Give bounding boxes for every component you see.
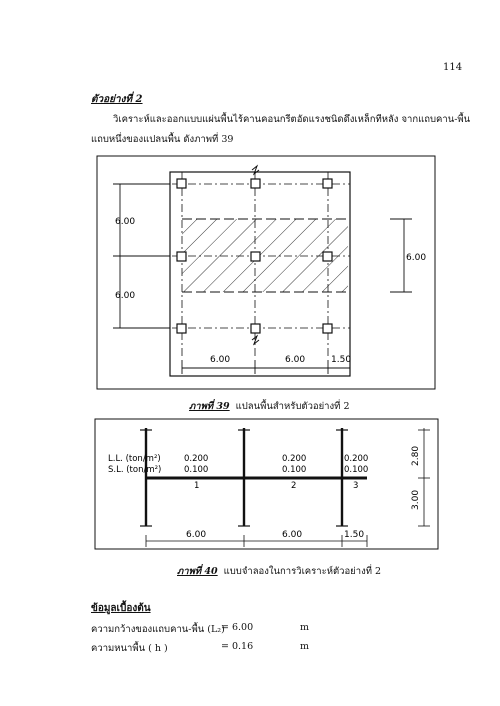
ll-value-3: 0.200 [344, 454, 369, 464]
fig40-dim-bottom-2: 6.00 [282, 530, 303, 540]
span-number-2: 2 [291, 481, 297, 491]
height-top: 2.80 [411, 445, 421, 466]
row-unit: m [300, 641, 310, 652]
sl-value-3: 0.100 [344, 465, 369, 475]
example-title: ตัวอย่างที่ 2 [91, 94, 143, 105]
fig39-label: ภาพที่ 39 [189, 401, 230, 412]
bottom-dimension [182, 360, 350, 374]
left-dimension [113, 184, 170, 328]
fig39-caption [189, 399, 350, 414]
row-label: ความกว้างของแถบคาน-พื้น (L₂) [91, 624, 225, 635]
page-number: 114 [443, 62, 463, 73]
section-title: ข้อมูลเบื้องต้น [91, 603, 151, 614]
row-label: ความหนาพื้น ( h ) [91, 643, 168, 654]
row-value: = 6.00 [221, 622, 254, 633]
sl-value-1: 0.100 [184, 465, 209, 475]
intro-line-1: วิเคราะห์และออกแบบแผ่นพื้นไร้คานคอนกรีตอัดแรงชนิดดึงเหล็กทีหลัง จากแถบคาน-พื้น [113, 114, 471, 125]
fig39-dim-bottom-2: 6.00 [285, 355, 306, 365]
row-unit: m [300, 622, 310, 633]
ll-label: L.L. (ton/m²) [108, 454, 161, 464]
span-number-1: 1 [194, 481, 200, 491]
height-bottom: 3.00 [411, 489, 421, 510]
fig39-caption-text: แปลนพื้นสำหรับตัวอย่างที่ 2 [235, 401, 350, 412]
row-value: = 0.16 [221, 641, 254, 652]
fig39-dim-bottom-3: 1.50 [331, 355, 352, 365]
sl-label: S.L. (ton/m²) [108, 465, 162, 475]
span-number-3: 3 [353, 481, 359, 491]
fig40-dim-bottom-3: 1.50 [344, 530, 365, 540]
fig40-label: ภาพที่ 40 [177, 566, 218, 577]
fig39-dim-left-bottom: 6.00 [115, 291, 136, 301]
ll-value-2: 0.200 [282, 454, 307, 464]
fig40-dim-bottom-1: 6.00 [186, 530, 207, 540]
intro-line-2: แถบหนึ่งของแปลนพื้น ดังภาพที่ 39 [91, 134, 234, 145]
fig40-caption [177, 564, 381, 579]
ll-value-1: 0.200 [184, 454, 209, 464]
fig39-dim-bottom-1: 6.00 [210, 355, 231, 365]
fig39-dim-right: 6.00 [406, 253, 427, 263]
fig39-dim-left-top: 6.00 [115, 217, 136, 227]
sl-value-2: 0.100 [282, 465, 307, 475]
fig40-caption-text: แบบจำลองในการวิเคราะห์ตัวอย่างที่ 2 [223, 566, 382, 577]
